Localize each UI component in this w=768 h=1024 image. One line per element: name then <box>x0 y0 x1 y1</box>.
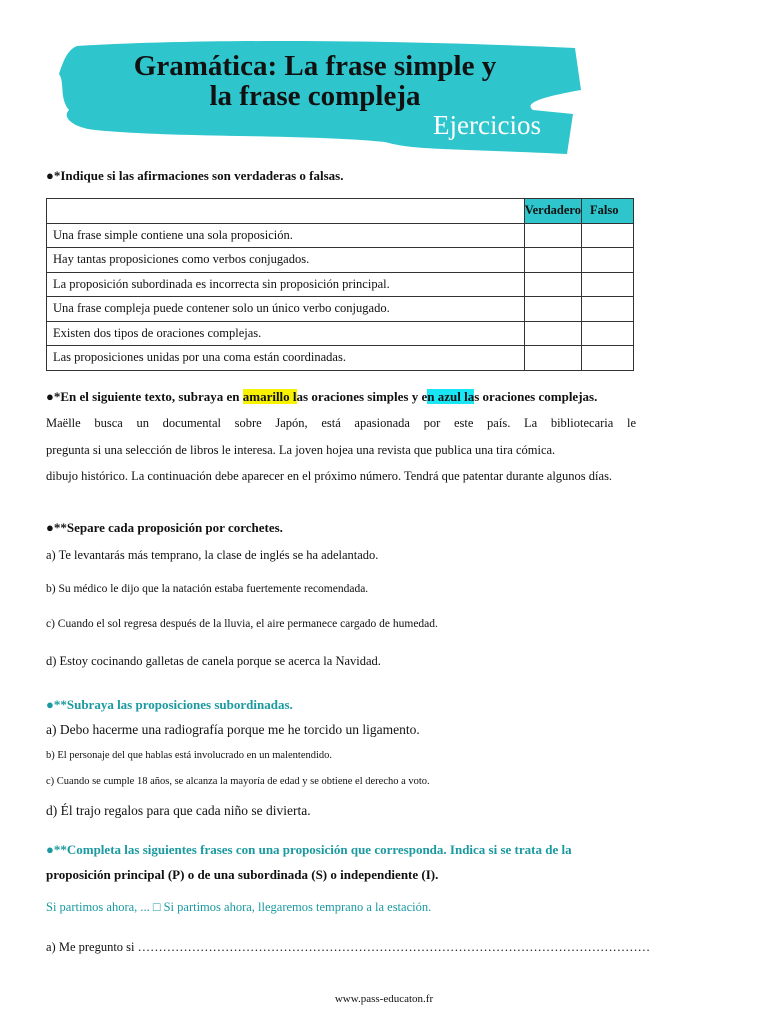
exercise5-instruction: ●**Completa las siguientes frases con una proposición que corresponda. Indica si se trata de la <box>46 842 572 857</box>
answer-cell-false[interactable] <box>582 346 634 371</box>
bullet-icon: ● <box>46 168 54 183</box>
statement-cell: Una frase compleja puede contener solo un único verbo conjugado. <box>47 297 525 322</box>
statement-cell: Una frase simple contiene una sola proposición. <box>47 223 525 248</box>
table-row <box>47 321 634 346</box>
answer-cell-true[interactable] <box>524 321 581 346</box>
bullet-icon: ● <box>46 389 54 404</box>
answer-cell-false[interactable] <box>582 297 634 322</box>
exercise4-item-b: b) El personaje del que hablas está involucrado en un malentendido. <box>46 750 333 761</box>
column-header-false: Falso <box>582 199 634 224</box>
yellow-highlight: amarillo l <box>242 389 297 404</box>
exercise3-item-a: a) Te levantarás más temprano, la clase de inglés se ha adelantado. <box>46 548 379 562</box>
exercise3-instruction: ●**Separe cada proposición por corchetes. <box>46 520 283 535</box>
exercise5-instruction-line2: proposición principal (P) o de una subordinada (S) o independiente (I). <box>46 867 439 882</box>
table-row <box>47 272 634 297</box>
answer-cell-false[interactable] <box>582 321 634 346</box>
exercise3-item-b: b) Su médico le dijo que la natación estaba fuertemente recomendada. <box>46 583 369 595</box>
statement-cell: La proposición subordinada es incorrecta sin proposición principal. <box>47 272 525 297</box>
exercise3-item-d: d) Estoy cocinando galletas de canela porque se acerca la Navidad. <box>46 654 381 668</box>
answer-cell-false[interactable] <box>582 223 634 248</box>
blue-highlight: n azul la <box>427 389 475 404</box>
exercise4-item-a: a) Debo hacerme una radiografía porque me he torcido un ligamento. <box>46 722 420 737</box>
table-header-row <box>47 199 634 224</box>
exercise4-item-c: c) Cuando se cumple 18 años, se alcanza la mayoría de edad y se obtiene el derecho a voto. <box>46 776 430 787</box>
exercise2-text-line3: dibujo histórico. La continuación debe aparecer en el próximo número. Tendrá que patentar durante algunos días. <box>46 469 613 483</box>
true-false-table <box>46 198 634 371</box>
page-title-line2: la frase compleja <box>209 80 421 112</box>
exercise5-example: Si partimos ahora, ... □ Si partimos ahora, llegaremos temprano a la estación. <box>46 900 432 914</box>
footer-url: www.pass-educaton.fr <box>334 993 434 1005</box>
answer-cell-true[interactable] <box>524 297 581 322</box>
exercise5-item-a: a) Me pregunto si …………………………………………………………………………………………………………… <box>46 940 651 954</box>
table-row <box>47 223 634 248</box>
table-row <box>47 248 634 273</box>
statement-cell: Las proposiciones unidas por una coma están coordinadas. <box>47 346 525 371</box>
page-title-line1: Gramática: La frase simple y <box>133 50 497 82</box>
answer-cell-true[interactable] <box>524 223 581 248</box>
table-row <box>47 297 634 322</box>
answer-cell-false[interactable] <box>582 248 634 273</box>
bullet-icon: ● <box>46 520 54 535</box>
table-row <box>47 346 634 371</box>
column-header-true: Verdadero <box>524 199 581 224</box>
exercise1-instruction: ●*Indique si las afirmaciones son verdaderas o falsas. <box>46 168 344 183</box>
statement-cell: Hay tantas proposiciones como verbos conjugados. <box>47 248 525 273</box>
exercise4-instruction: ●**Subraya las proposiciones subordinadas. <box>46 697 293 712</box>
statement-cell: Existen dos tipos de oraciones complejas. <box>47 321 525 346</box>
exercise2-text-line1: Maëlle busca un documental sobre Japón, está apasionada por este país. La bibliotecaria le <box>46 416 636 430</box>
answer-cell-false[interactable] <box>582 272 634 297</box>
bullet-icon: ● <box>46 697 54 712</box>
exercise4-item-d: d) Él trajo regalos para que cada niño se divierta. <box>46 803 311 818</box>
answer-cell-true[interactable] <box>524 248 581 273</box>
page-subtitle: Ejercicios <box>433 110 541 140</box>
exercise3-item-c: c) Cuando el sol regresa después de la lluvia, el aire permanece cargado de humedad. <box>46 618 438 630</box>
answer-cell-true[interactable] <box>524 346 581 371</box>
bullet-icon: ● <box>46 842 54 857</box>
exercise2-instruction: ●*En el siguiente texto, subraya en amarillo las oraciones simples y en azul las oraciones complejas. <box>46 389 598 404</box>
exercise2-text-line2: pregunta si una selección de libros le interesa. La joven hojea una revista que publica una tira cómica. <box>46 443 556 457</box>
answer-cell-true[interactable] <box>524 272 581 297</box>
